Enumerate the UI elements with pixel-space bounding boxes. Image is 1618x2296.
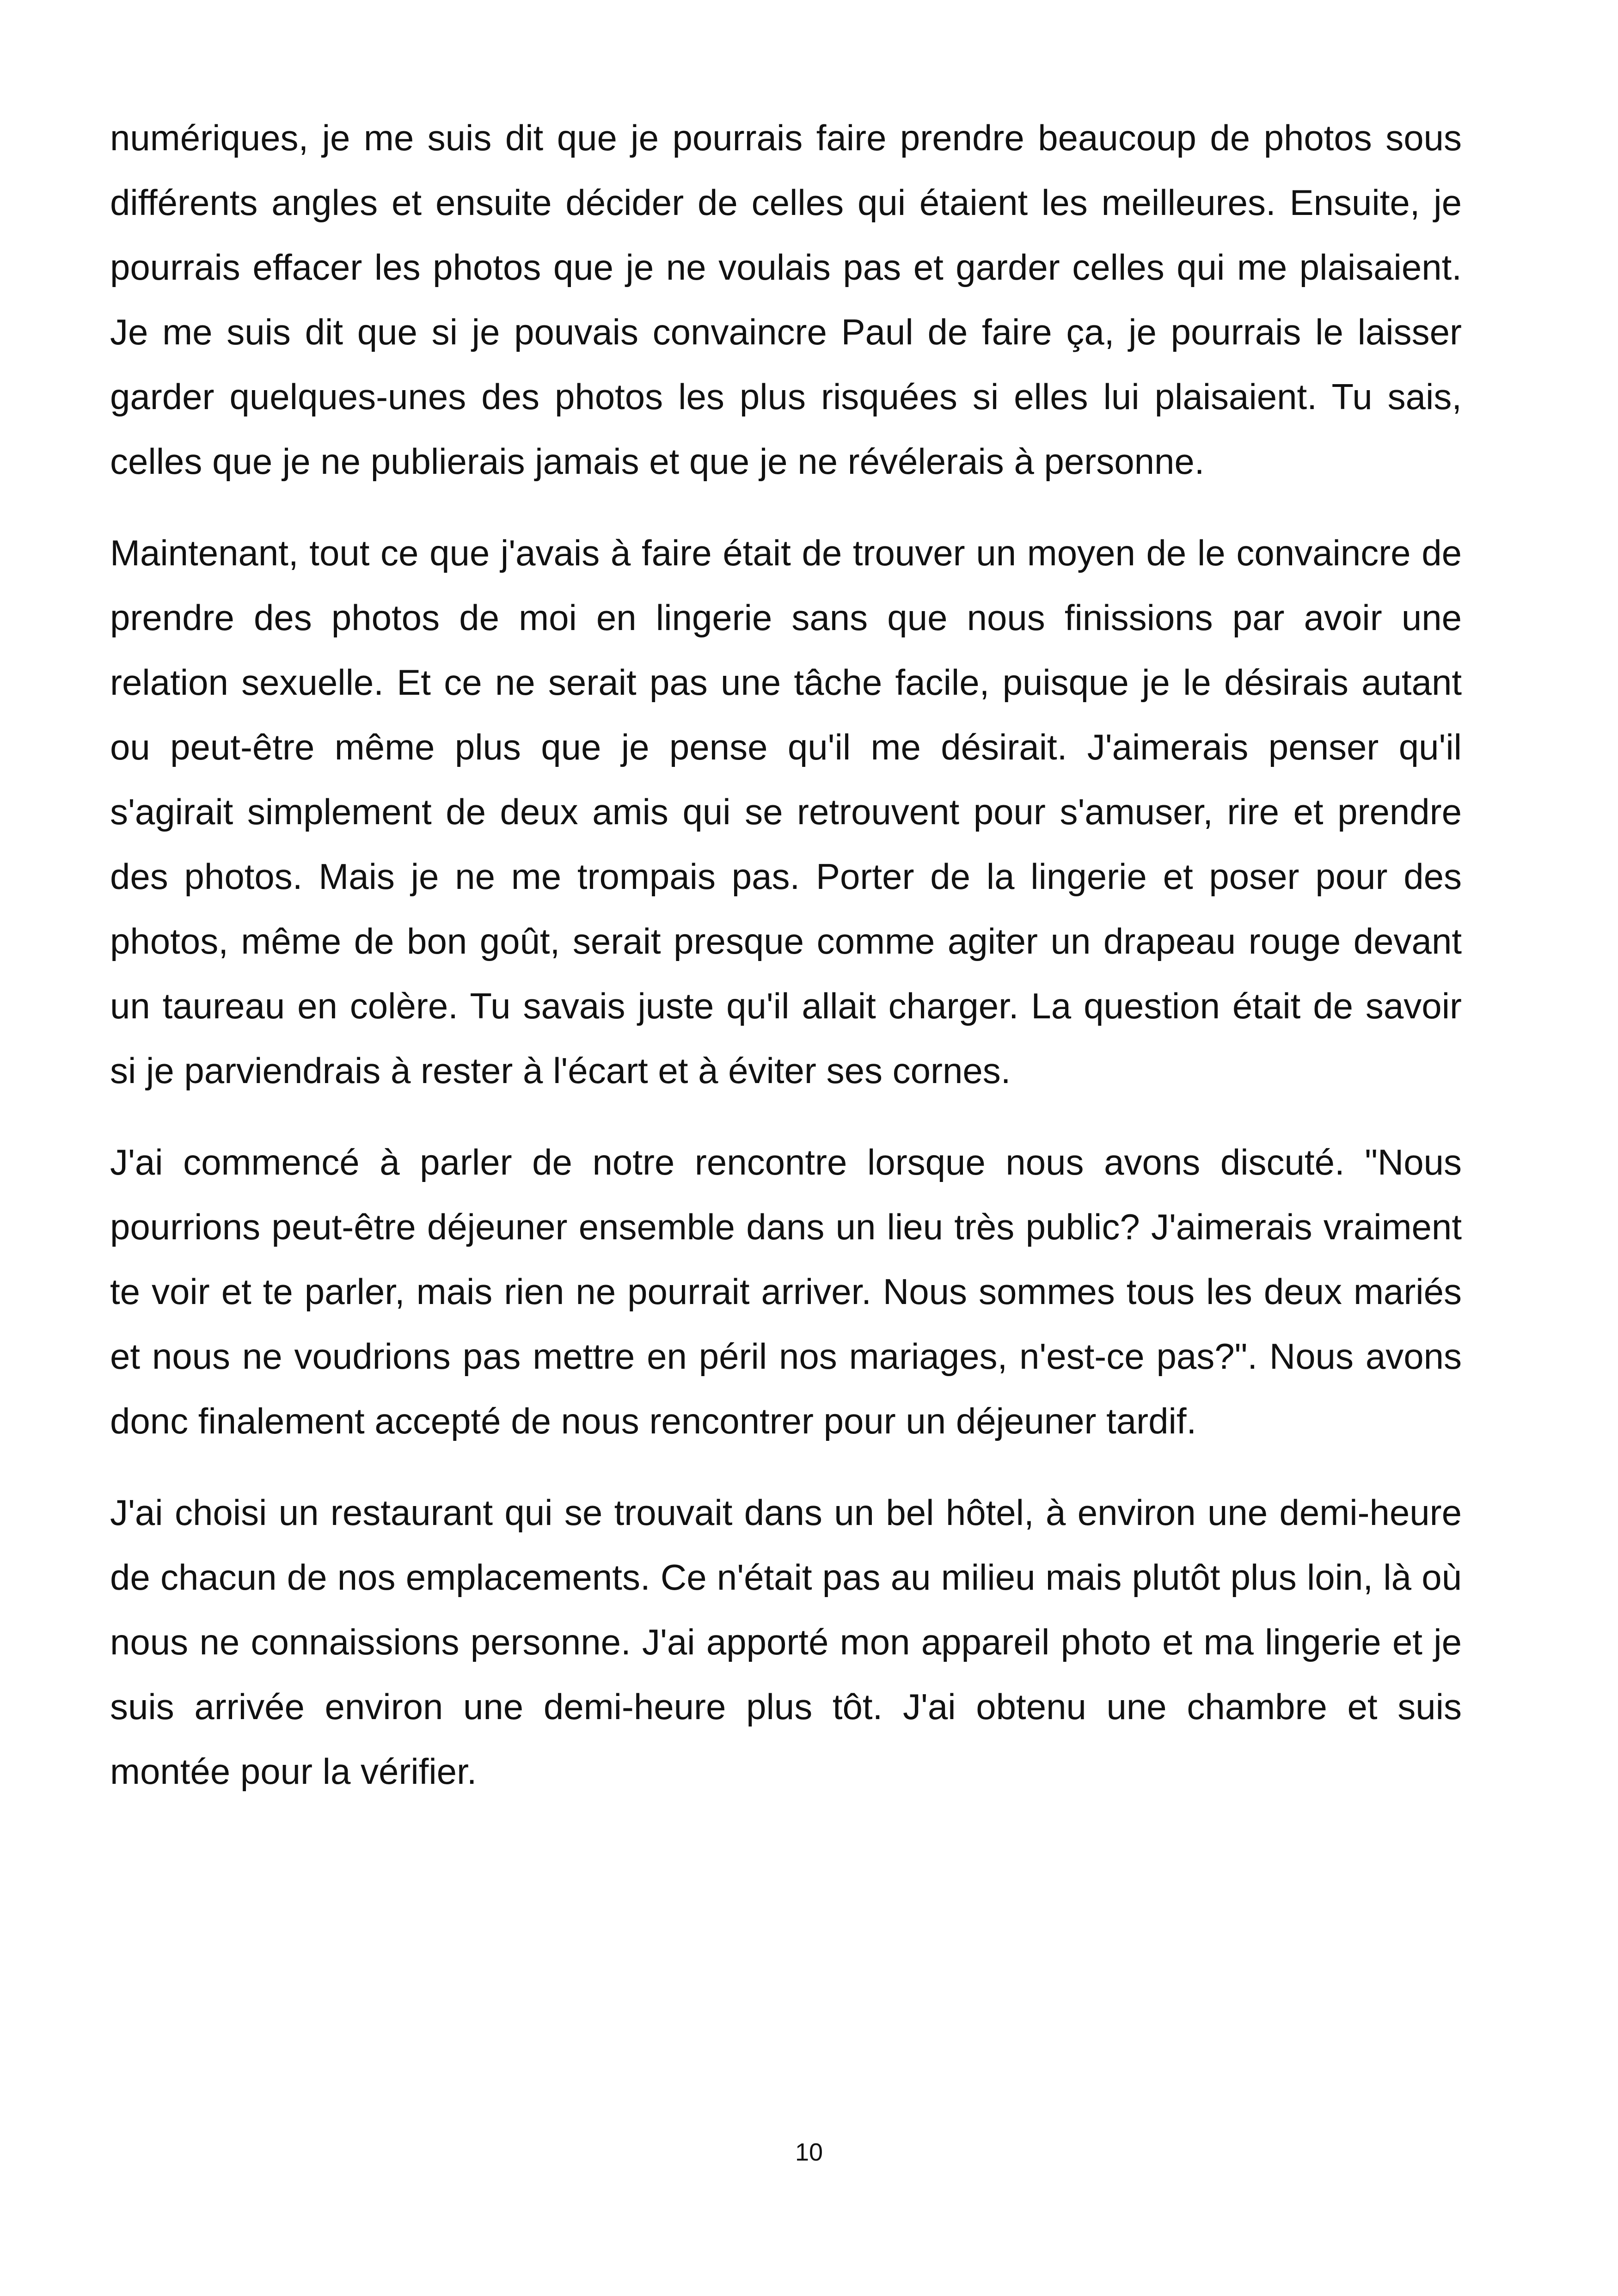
paragraph-4: J'ai choisi un restaurant qui se trouvait dans un bel hôtel, à environ une demi-heure de chacun de nos emplacements. Ce n'était pas au milieu mais plutôt plus loin, là où nous ne connaissions personne. J'ai apporté mon appareil photo et ma lingerie et je suis arrivée environ une demi-heure plus tôt. J'ai obtenu une chambre et suis montée pour la vérifier. <box>110 1492 1462 1792</box>
body-text <box>110 105 1462 1831</box>
paragraph-3: J'ai commencé à parler de notre rencontre lorsque nous avons discuté. "Nous pourrions peut-être déjeuner ensemble dans un lieu très public? J'aimerais vraiment te voir et te parler, mais rien ne pourrait arriver. Nous sommes tous les deux mariés et nous ne voudrions pas mettre en péril nos mariages, n'est-ce pas?". Nous avons donc finalement accepté de nous rencontrer pour un déjeuner tardif. <box>110 1142 1462 1441</box>
paragraph-1: numériques, je me suis dit que je pourrais faire prendre beaucoup de photos sous différents angles et ensuite décider de celles qui étaient les meilleures. Ensuite, je pourrais effacer les photos que je ne voulais pas et garder celles qui me plaisaient. Je me suis dit que si je pouvais convaincre Paul de faire ça, je pourrais le laisser garder quelques-unes des photos les plus risquées si elles lui plaisaient. Tu sais, celles que je ne publierais jamais et que je ne révélerais à personne. <box>110 117 1462 482</box>
paragraph-2: Maintenant, tout ce que j'avais à faire était de trouver un moyen de le convaincre de prendre des photos de moi en lingerie sans que nous finissions par avoir une relation sexuelle. Et ce ne serait pas une tâche facile, puisque je le désirais autant ou peut-être même plus que je pense qu'il me désirait. J'aimerais penser qu'il s'agirait simplement de deux amis qui se retrouvent pour s'amuser, rire et prendre des photos. Mais je ne me trompais pas. Porter de la lingerie et poser pour des photos, même de bon goût, serait presque comme agiter un drapeau rouge devant un taureau en colère. Tu savais juste qu'il allait charger. La question était de savoir si je parviendrais à rester à l'écart et à éviter ses cornes. <box>110 533 1462 1091</box>
page-number: 10 <box>795 2138 823 2166</box>
